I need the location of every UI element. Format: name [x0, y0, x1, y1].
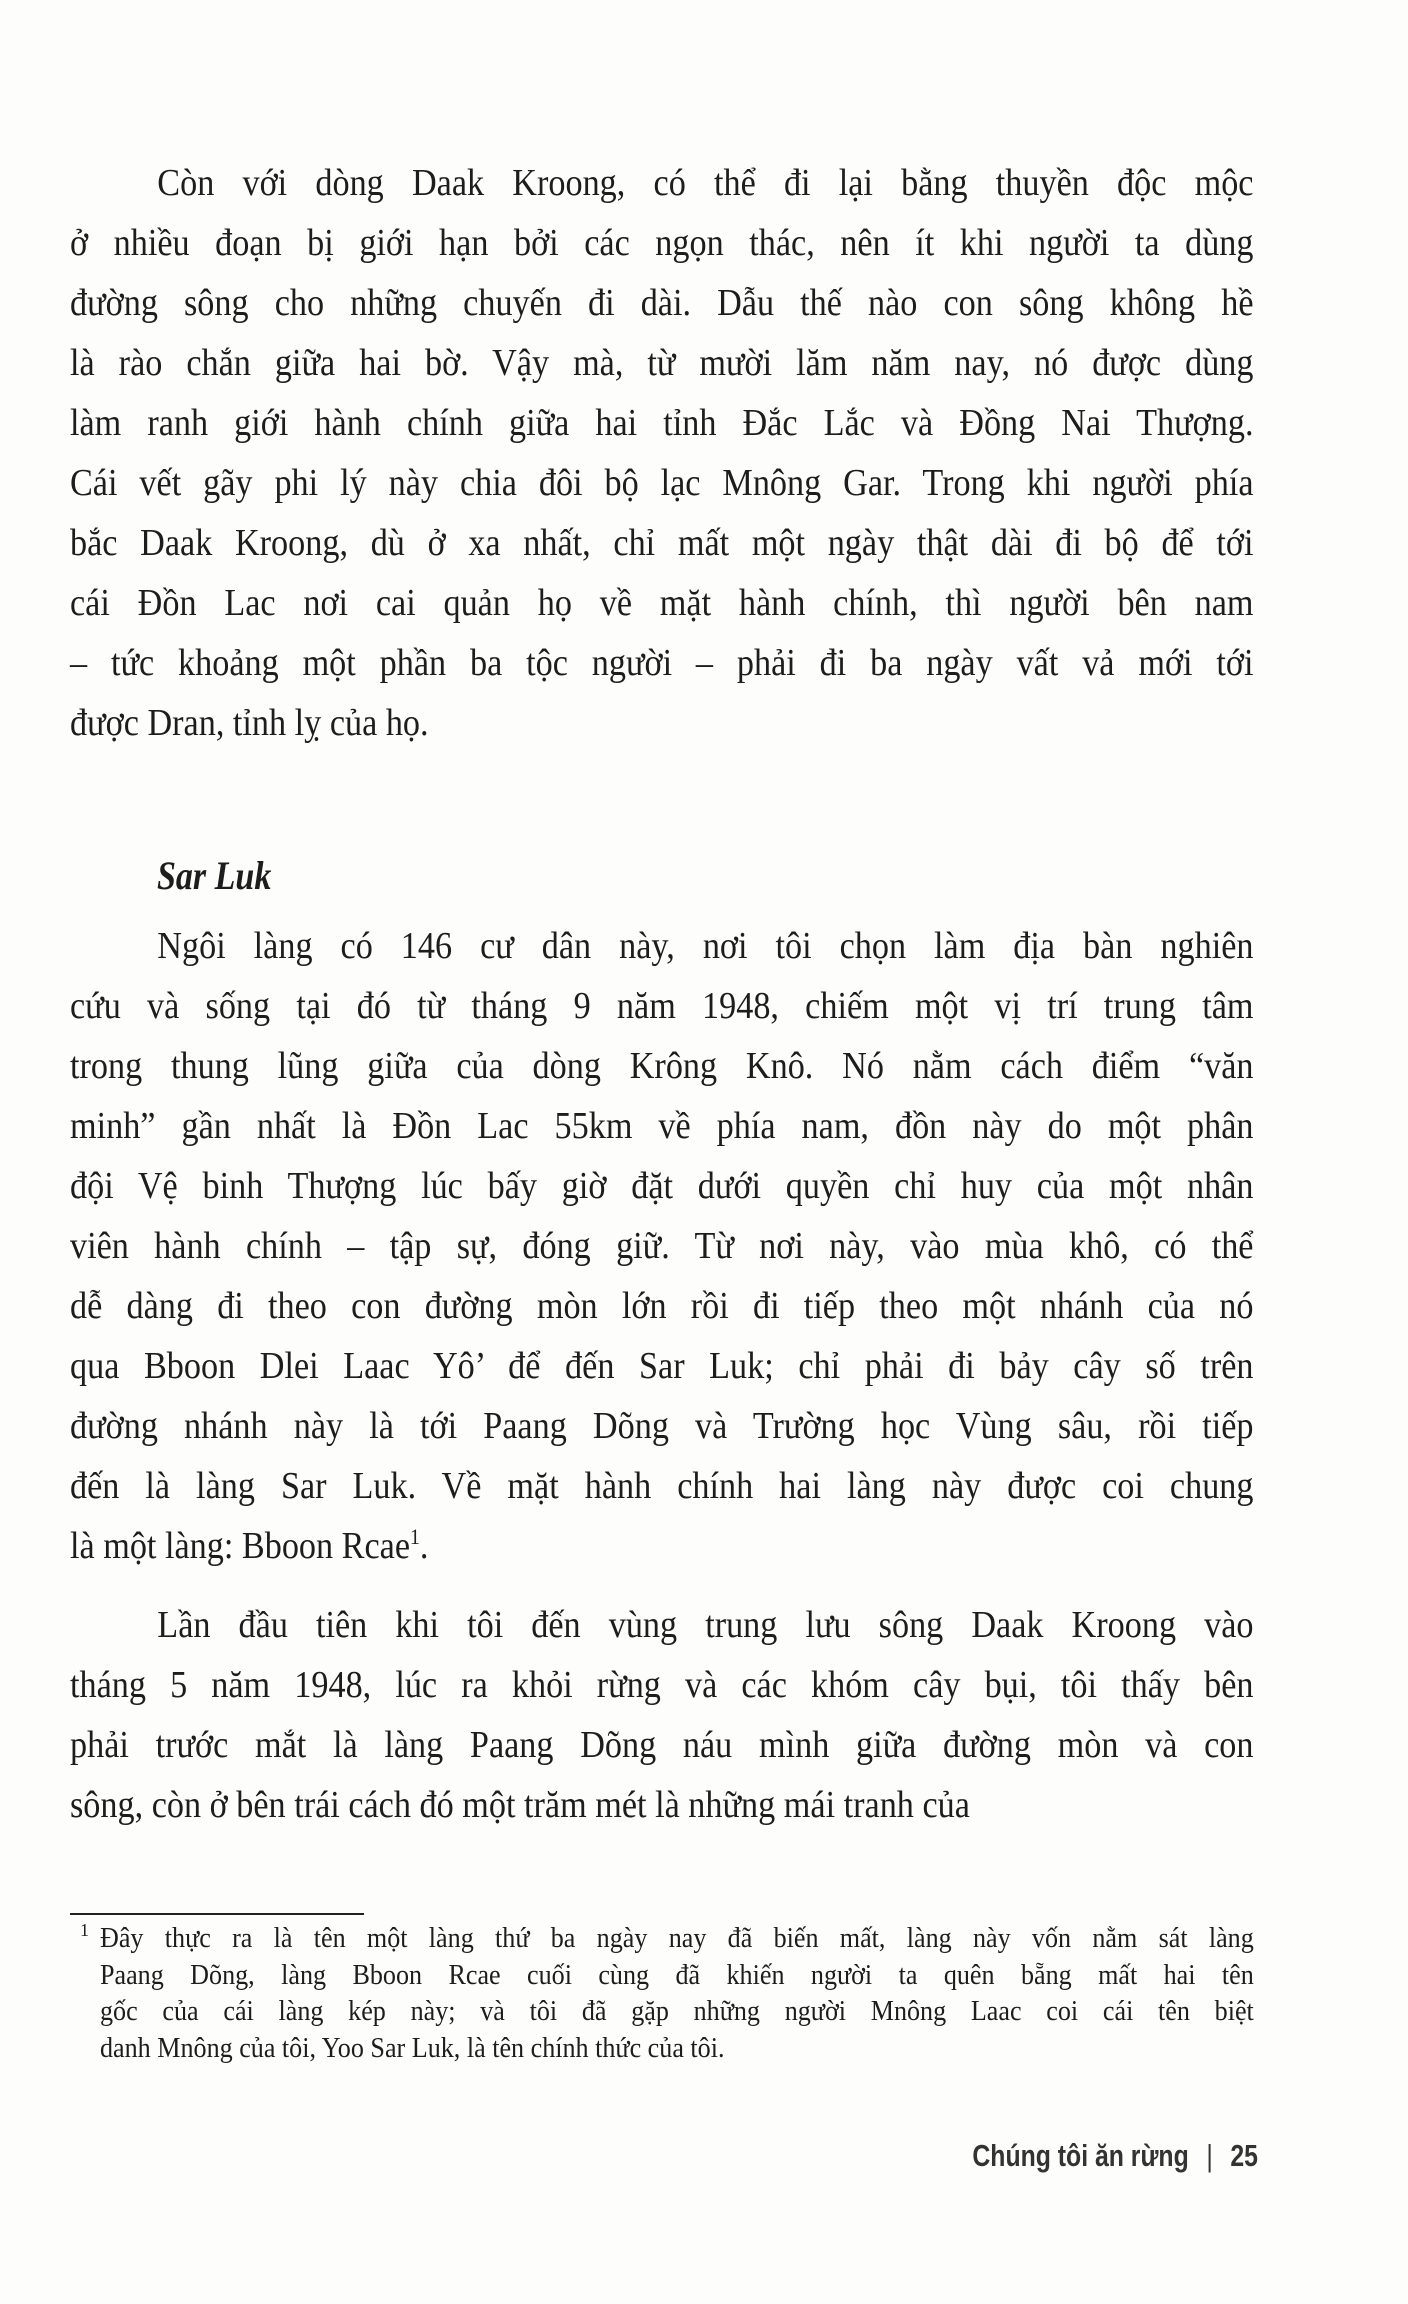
- text-line: [70, 1336, 1254, 1396]
- page-number: 25: [1230, 2138, 1258, 2173]
- text-line: [70, 633, 1254, 693]
- text-line-content: đến là làng Sar Luk. Về mặt hành chính hai làng này được coi chung: [70, 1465, 1254, 1507]
- footnote-marker: 1: [80, 1920, 89, 1940]
- text-line-content: đường sông cho những chuyến đi dài. Dẫu thế nào con sông không hề: [70, 282, 1254, 324]
- text-line-content: được Dran, tỉnh lỵ của họ.: [70, 702, 429, 744]
- text-line-content: đường nhánh này là tới Paang Dõng và Trường học Vùng sâu, rồi tiếp: [70, 1405, 1254, 1447]
- paragraph-first-arrival: [70, 1595, 1385, 1835]
- text-line: [70, 1775, 1254, 1835]
- text-line: [70, 273, 1254, 333]
- footnote: [100, 1920, 1382, 2067]
- text-line: [70, 693, 1254, 753]
- page-footer: [972, 2136, 1258, 2176]
- footnote-reference[interactable]: 1: [410, 1524, 420, 1549]
- text-line: [70, 1216, 1254, 1276]
- text-line-content: qua Bboon Dlei Laac Yô’ để đến Sar Luk; chỉ phải đi bảy cây số trên: [70, 1345, 1254, 1387]
- footnote-line: Paang Dõng, làng Bboon Rcae cuối cùng đã khiến người ta quên bẵng mất hai tên: [100, 1958, 1254, 1991]
- text-line-content: trong thung lũng giữa của dòng Krông Knô. Nó nằm cách điểm “văn: [70, 1045, 1254, 1087]
- text-line-content: Lần đầu tiên khi tôi đến vùng trung lưu sông Daak Kroong vào: [157, 1604, 1254, 1646]
- text-line-content: tháng 5 năm 1948, lúc ra khỏi rừng và các khóm cây bụi, tôi thấy bên: [70, 1664, 1254, 1706]
- text-line-content: ở nhiều đoạn bị giới hạn bởi các ngọn thác, nên ít khi người ta dùng: [70, 222, 1254, 264]
- text-line: [70, 1655, 1254, 1715]
- footnote-line: gốc của cái làng kép này; và tôi đã gặp những người Mnông Laac coi cái tên biệt: [100, 1995, 1254, 2028]
- text-line-content: là một làng: Bboon Rcae: [70, 1525, 411, 1567]
- text-line: [70, 1276, 1254, 1336]
- text-line: [70, 1156, 1254, 1216]
- text-line: [70, 1715, 1254, 1775]
- text-line-content: phải trước mắt là làng Paang Dõng náu mình giữa đường mòn và con: [70, 1724, 1254, 1766]
- footnote-line: Đây thực ra là tên một làng thứ ba ngày nay đã biến mất, làng này vốn nằm sát làng: [100, 1922, 1254, 1954]
- text-line-content: làm ranh giới hành chính giữa hai tỉnh Đắc Lắc và Đồng Nai Thượng.: [70, 402, 1254, 444]
- text-line: [70, 213, 1254, 273]
- text-line: [70, 1036, 1254, 1096]
- text-line-content: viên hành chính – tập sự, đóng giữ. Từ nơi này, vào mùa khô, có thể: [70, 1225, 1254, 1267]
- text-line: [70, 1456, 1254, 1516]
- footnote-line: danh Mnông của tôi, Yoo Sar Luk, là tên chính thức của tôi.: [100, 2032, 725, 2065]
- text-line-content: Ngôi làng có 146 cư dân này, nơi tôi chọn làm địa bàn nghiên: [157, 925, 1254, 967]
- text-line: [70, 1096, 1254, 1156]
- text-line-content: Còn với dòng Daak Kroong, có thể đi lại bằng thuyền độc mộc: [157, 162, 1254, 204]
- section-heading: Sar Luk: [157, 853, 272, 898]
- text-line: [70, 1516, 1254, 1576]
- text-line: [70, 573, 1254, 633]
- text-line: [70, 453, 1254, 513]
- text-line: [70, 976, 1254, 1036]
- text-line: [70, 916, 1254, 976]
- text-line: [70, 333, 1254, 393]
- paragraph-daak-kroong: [70, 153, 1385, 753]
- text-line: [70, 1396, 1254, 1456]
- text-line-content: minh” gần nhất là Đồn Lac 55km về phía nam, đồn này do một phân: [70, 1105, 1254, 1147]
- footnote-divider: [70, 1913, 364, 1915]
- text-line-content: đội Vệ binh Thượng lúc bấy giờ đặt dưới quyền chỉ huy của một nhân: [70, 1165, 1254, 1207]
- footer-separator: |: [1206, 2138, 1213, 2173]
- text-line-content: Cái vết gãy phi lý này chia đôi bộ lạc Mnông Gar. Trong khi người phía: [70, 462, 1254, 504]
- text-line: [70, 513, 1254, 573]
- text-line-content: bắc Daak Kroong, dù ở xa nhất, chỉ mất một ngày thật dài đi bộ để tới: [70, 522, 1254, 564]
- paragraph-sar-luk: [70, 916, 1385, 1576]
- text-line: [70, 153, 1254, 213]
- text-line: [70, 393, 1254, 453]
- text-line-content: cái Đồn Lac nơi cai quản họ về mặt hành chính, thì người bên nam: [70, 582, 1254, 624]
- running-title: Chúng tôi ăn rừng: [972, 2138, 1189, 2173]
- text-line-content: dễ dàng đi theo con đường mòn lớn rồi đi tiếp theo một nhánh của nó: [70, 1285, 1254, 1327]
- text-line-content: sông, còn ở bên trái cách đó một trăm mét là những mái tranh của: [70, 1784, 970, 1826]
- text-line: [70, 1595, 1254, 1655]
- sentence-end: .: [419, 1525, 429, 1567]
- text-line-content: cứu và sống tại đó từ tháng 9 năm 1948, chiếm một vị trí trung tâm: [70, 985, 1254, 1027]
- text-line-content: – tức khoảng một phần ba tộc người – phải đi ba ngày vất vả mới tới: [70, 642, 1254, 684]
- text-line-content: là rào chắn giữa hai bờ. Vậy mà, từ mười lăm năm nay, nó được dùng: [70, 342, 1254, 384]
